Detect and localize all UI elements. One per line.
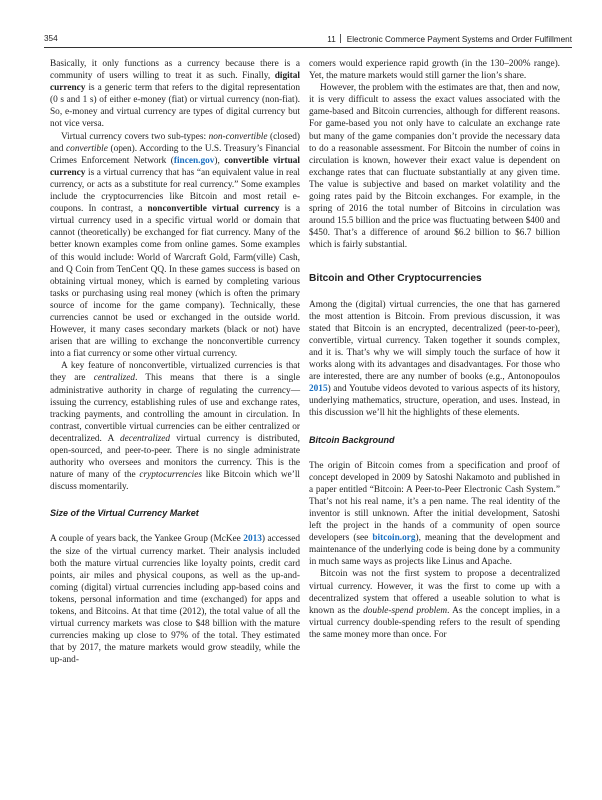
paragraph: However, the problem with the estimates are that, then and now, it is very difficult to assess the exact values associated with the game-based and Bitcoin currencies, although for different reasons. For game-based you not only have to calculate an exchange rate but many of the game companies don’t provide the necessary data to do a reasonable assessment. For Bitcoin the number of coins in circulation is known, however their exact value is dependent on exchange rates that can fluctuate substantially at any given time. The value is subjective and based on market volatility and the going rates paid by the Bitcoin exchanges. For example, in the spring of 2016 the total number of Bitcoins in circulation was around 15.5 billion and the price was fluctuating between $400 and $450. That’s a difference of around $6.2 billion to $6.7 billion which is fairly substantial. — [309, 83, 560, 251]
paragraph: Bitcoin was not the first system to propose a decentralized virtual currency. However, it was the first to come up with a decentralized system that offered a useable solution to what is known as the double-spend problem. As the concept implies, in a virtual currency double-spending refers to the result of spending the same money more than once. For — [309, 569, 560, 640]
paragraph: A key feature of nonconvertible, virtualized currencies is that they are centralized. This means that there is a single administrative authority in charge of regulating the currency—issuing the currency, establishing rules of use and exchange rates, tracking payments, and controlling the amount in circulation. In contrast, convertible virtual currencies can be either centralized or decentralized. A decentralized virtual currency is distributed, open-sourced, and peer-to-peer. There is no single administrate authority who oversees and monitors the currency. This is the nature of many of the cryptocurrencies like Bitcoin which we’ll discuss momentarily. — [50, 361, 300, 493]
key-term: nonconvertible virtual currency — [147, 204, 280, 215]
chapter-title: Electronic Commerce Payment Systems and Order Fulfillment — [346, 35, 572, 44]
section-subheading: Bitcoin Background — [309, 434, 395, 445]
header-separator — [340, 34, 341, 43]
paragraph: The origin of Bitcoin comes from a specification and proof of concept developed in 2009 by Satoshi Nakamoto and published in a paper entitled “Bitcoin: A Peer-to-Peer Electronic Cash System.” That’s not his real name, it’s a pen name. The real identity of the inventor is still unknown. After the initial development, Satoshi left the project in the hands of a community of open source developers (see bitcoin.org), meaning that the development and maintenance of the underlying code is being done by a community in much same ways as projects like Linus and Apache. — [309, 460, 561, 568]
citation-link[interactable]: 2013 — [243, 534, 262, 545]
key-term: convertible virtual currency — [50, 155, 300, 178]
section-subheading: Size of the Virtual Currency Market — [50, 508, 199, 519]
paragraph: Among the (digital) virtual currencies, the one that has garnered the most attention is Bitcoin. From previous discussion, it was stated that Bitcoin is an encrypted, decentralized (peer-to-peer), convertible, virtual currency. Taken together it sounds complex, and it is. That’s why we will simply touch the surface of how it works along with its advantages and disadvantages. For those who are interested, there are any number of books (e.g., Antonopoulos 2015) and Youtube videos devoted to various aspects of its history, underlying mathematics, structure, operation, and uses. Instead, in this discussion we’ll hit the highlights of these elements. — [309, 299, 560, 419]
section-heading: Bitcoin and Other Cryptocurrencies — [309, 272, 482, 284]
running-header — [44, 34, 572, 48]
chapter-number: 11 — [327, 35, 336, 44]
key-term: digital currency — [50, 71, 300, 94]
chapter-heading — [327, 34, 572, 44]
left-column — [50, 58, 300, 667]
header-rule — [44, 47, 572, 48]
bitcoin-org-link[interactable]: bitcoin.org — [372, 533, 416, 544]
paragraph: comers would experience rapid growth (in the 130–200% range). Yet, the mature markets would still garner the lion’s share. — [309, 59, 560, 82]
right-column — [309, 58, 560, 641]
citation-link[interactable]: 2015 — [309, 384, 328, 395]
page-number: 354 — [44, 34, 58, 43]
fincen-link[interactable]: fincen.gov — [173, 155, 215, 166]
paragraph: Virtual currency covers two sub-types: non-convertible (closed) and convertible (open). According to the U.S. Treasury’s Financial Crimes Enforcement Network (fincen.gov), convertible virtual currency is a virtual currency that has “an equivalent value in real currency, or acts as a substitute for real currency.” Some examples include the cryptocurrencies like Bitcoin and most retail e-coupons. In contrast, a nonconvertible virtual currency is a virtual currency used in a specific virtual world or domain that cannot (theoretically) be exchanged for fiat currency. Many of the better known examples come from online games. Some examples of this would include: World of Warcraft Gold, Farm(ville) Cash, and Q Coin from TenCent QQ. In these games success is based on obtaining virtual money, which is earned by completing various tasks or purchasing using real money (which is often the primary source of income for the game company). Technically, these currencies cannot be used or exchanged in the outside world. However, it many cases secondary markets (black or not) have arisen that are willing to exchange the nonconvertible currency into a fiat currency or some other virtual currency. — [50, 131, 301, 360]
paragraph: Basically, it only functions as a currency because there is a community of users willing to treat it as such. Finally, digital currency is a generic term that refers to the digital representation (0 s and 1 s) of either e-money (fiat) or virtual currency (non-fiat). So, e-money and virtual currency are types of digital currency but not vice versa. — [50, 59, 300, 130]
paragraph: A couple of years back, the Yankee Group (McKee 2013) accessed the size of the virtual currency market. Their analysis included both the mature virtual currencies like loyalty points, credit card points, air miles and physical coupons, as well as the up-and-coming (digital) virtual currencies including app-based coins and tokens, personal information and time (exchanged) for apps and tokens, and Bitcoins. At that time (2012), the total value of all the virtual currency markets was close to $48 billion with the mature currencies making up close to 97% of the total. They estimated that by 2017, the mature markets would grow steadily, while the up-and- — [50, 534, 300, 666]
